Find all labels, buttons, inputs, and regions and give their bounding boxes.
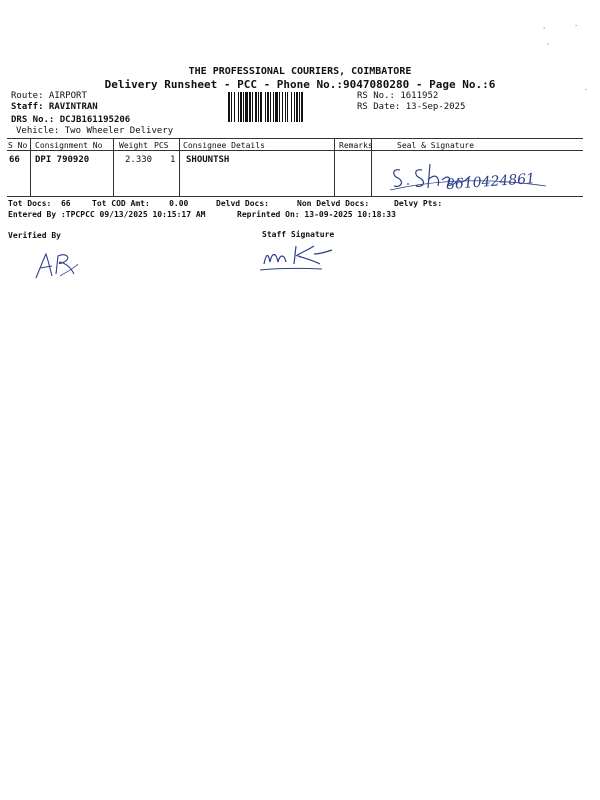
verified-initials [30, 246, 82, 284]
reprinted-on: Reprinted On: 13-09-2025 10:18:33 [237, 210, 396, 219]
delivery-points: Delvy Pts: [394, 199, 443, 208]
scan-mark: ' [542, 26, 547, 34]
header-remarks: Remarks [339, 141, 373, 150]
barcode-bar [267, 92, 269, 122]
barcode-bar [252, 92, 253, 122]
col-divider [30, 138, 31, 196]
barcode-bar [294, 92, 295, 122]
barcode-bar [243, 92, 244, 122]
verified-by-label: Verified By [8, 231, 61, 240]
rs-date: RS Date: 13-Sep-2025 [357, 102, 466, 112]
cell-sno: 66 [9, 155, 20, 165]
scan-mark: · [574, 22, 579, 30]
scan-mark: · [584, 86, 589, 94]
barcode-image [228, 92, 354, 122]
barcode-bar [273, 92, 274, 122]
vehicle-label: Vehicle: Two Wheeler Delivery [16, 126, 174, 136]
col-divider [334, 138, 335, 196]
cell-consignment: DPI 790920 [35, 155, 90, 165]
barcode-bar [299, 92, 300, 122]
col-divider [179, 138, 180, 196]
entered-by: Entered By :TPCPCC 09/13/2025 10:15:17 AM [8, 210, 206, 219]
staff-signature-label: Staff Signature [262, 230, 335, 239]
table-header-border [7, 150, 583, 151]
cell-weight: 2.330 [125, 155, 153, 165]
scan-mark: ' [546, 42, 551, 50]
receiver-phone-handwritten: 8610424861 [445, 170, 536, 194]
total-docs: Tot Docs: 66 [8, 199, 71, 208]
barcode-bar [249, 92, 251, 122]
header-pcs: PCS [154, 141, 169, 150]
barcode-bar [285, 92, 286, 122]
barcode-bar [238, 92, 239, 122]
header-consignment: Consignment No [35, 141, 103, 150]
header-seal: Seal & Signature [397, 141, 475, 150]
barcode-bar [228, 92, 230, 122]
barcode-bar [282, 92, 283, 122]
header-weight: Weight [119, 141, 148, 150]
barcode-bar [270, 92, 271, 122]
drs-number: DRS No.: DCJB161195206 [11, 115, 131, 125]
non-delivered-docs: Non Delvd Docs: [297, 199, 370, 208]
barcode-bar [279, 92, 280, 122]
barcode-bar [275, 92, 278, 122]
staff-signature-mark [256, 238, 342, 274]
barcode-bar [234, 92, 235, 122]
delivered-docs: Delvd Docs: [216, 199, 269, 208]
cell-consignee: SHOUNTSH [186, 155, 230, 165]
barcode-bar [287, 92, 288, 122]
header-consignee: Consignee Details [183, 141, 265, 150]
staff-label: Staff: RAVINTRAN [11, 102, 98, 112]
header-sno: S No [8, 141, 28, 150]
barcode-bar [296, 92, 298, 122]
barcode-bar [265, 92, 266, 122]
company-title: THE PROFESSIONAL COURIERS, COIMBATORE [188, 66, 412, 77]
table-top-border [7, 138, 583, 139]
barcode-bar [260, 92, 262, 122]
barcode-bar [255, 92, 257, 122]
barcode-bar [301, 92, 303, 122]
cell-pcs: 1 [170, 155, 176, 165]
barcode-bar [240, 92, 242, 122]
rs-number: RS No.: 1611952 [357, 91, 439, 101]
barcode-bar [245, 92, 248, 122]
runsheet-subtitle: Delivery Runsheet - PCC - Phone No.:9047080280 - Page No.:6 [104, 78, 496, 91]
route-label: Route: AIRPORT [11, 91, 87, 101]
barcode-bar [258, 92, 259, 122]
barcode-bar [231, 92, 232, 122]
barcode-bar [291, 92, 292, 122]
total-cod: Tot COD Amt: 0.00 [92, 199, 189, 208]
col-divider [113, 138, 114, 196]
